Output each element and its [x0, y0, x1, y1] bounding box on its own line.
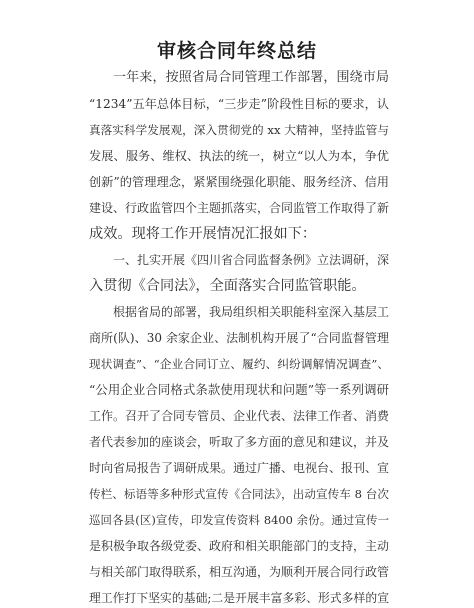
paragraph-line: 是积极争取各级党委、政府和相关职能部门的支持，主动	[89, 539, 390, 553]
paragraph-line: 者代表参加的座谈会，听取了多方面的意见和建议，并及	[89, 435, 390, 449]
paragraph-line: “公用企业合同格式条款使用现状和问题”等一系列调研	[89, 382, 389, 397]
section-heading-line: 入贯彻《合同法》，全面落实合同监管职能。	[89, 278, 366, 294]
paragraph-line: 时向省局报告了调研成果。通过广播、电视台、报刊、宣	[89, 461, 390, 475]
paragraph-line: 成效。现将工作开展情况汇报如下：	[89, 226, 317, 242]
paragraph-line: 工作。召开了合同专管员、企业代表、法律工作者、消费	[89, 409, 390, 423]
paragraph-line: “1234”五年总体目标，“三步走”阶段性目标的要求，认	[89, 97, 389, 111]
paragraph-line: 理工作打下坚实的基础;二是开展丰富多彩、形式多样的宣	[89, 591, 389, 605]
paragraph-line: 商所(队)、30 余家企业、法制机构开展了“合同监督管理	[89, 331, 389, 345]
paragraph-line: 建设、行政监管四个主题抓落实，合同监管工作取得了新	[89, 201, 390, 215]
paragraph-line: 一年来，按照省局合同管理工作部署，围绕市局	[113, 70, 389, 85]
paragraph-line: 真落实科学发展观，深入贯彻党的 xx 大精神，坚持监管与	[89, 123, 389, 137]
paragraph-line: 创新”的管理理念，紧紧围绕强化职能、服务经济、信用	[89, 175, 389, 189]
document-title: 审核合同年终总结	[156, 40, 317, 62]
section-heading-line: 一、扎实开展《四川省合同监督条例》立法调研，深	[113, 253, 390, 267]
paragraph-line: 发展、服务、维权、执法的统一，树立“以人为本，争优	[89, 149, 389, 163]
paragraph-line: 根据省局的部署，我局组织相关职能科室深入基层工	[113, 305, 390, 319]
paragraph-line: 巡回各县(区)宣传，印发宣传资料 8400 余份。通过宣传一	[89, 513, 389, 527]
paragraph-line: 现状调查”、“企业合同订立、履约、纠纷调解情况调查”、	[89, 357, 389, 371]
paragraph-line: 与相关部门取得联系，相互沟通，为顺利开展合同行政管	[89, 565, 390, 579]
paragraph-line: 传栏、标语等多种形式宣传《合同法》，出动宣传车 8 台次	[89, 487, 389, 501]
